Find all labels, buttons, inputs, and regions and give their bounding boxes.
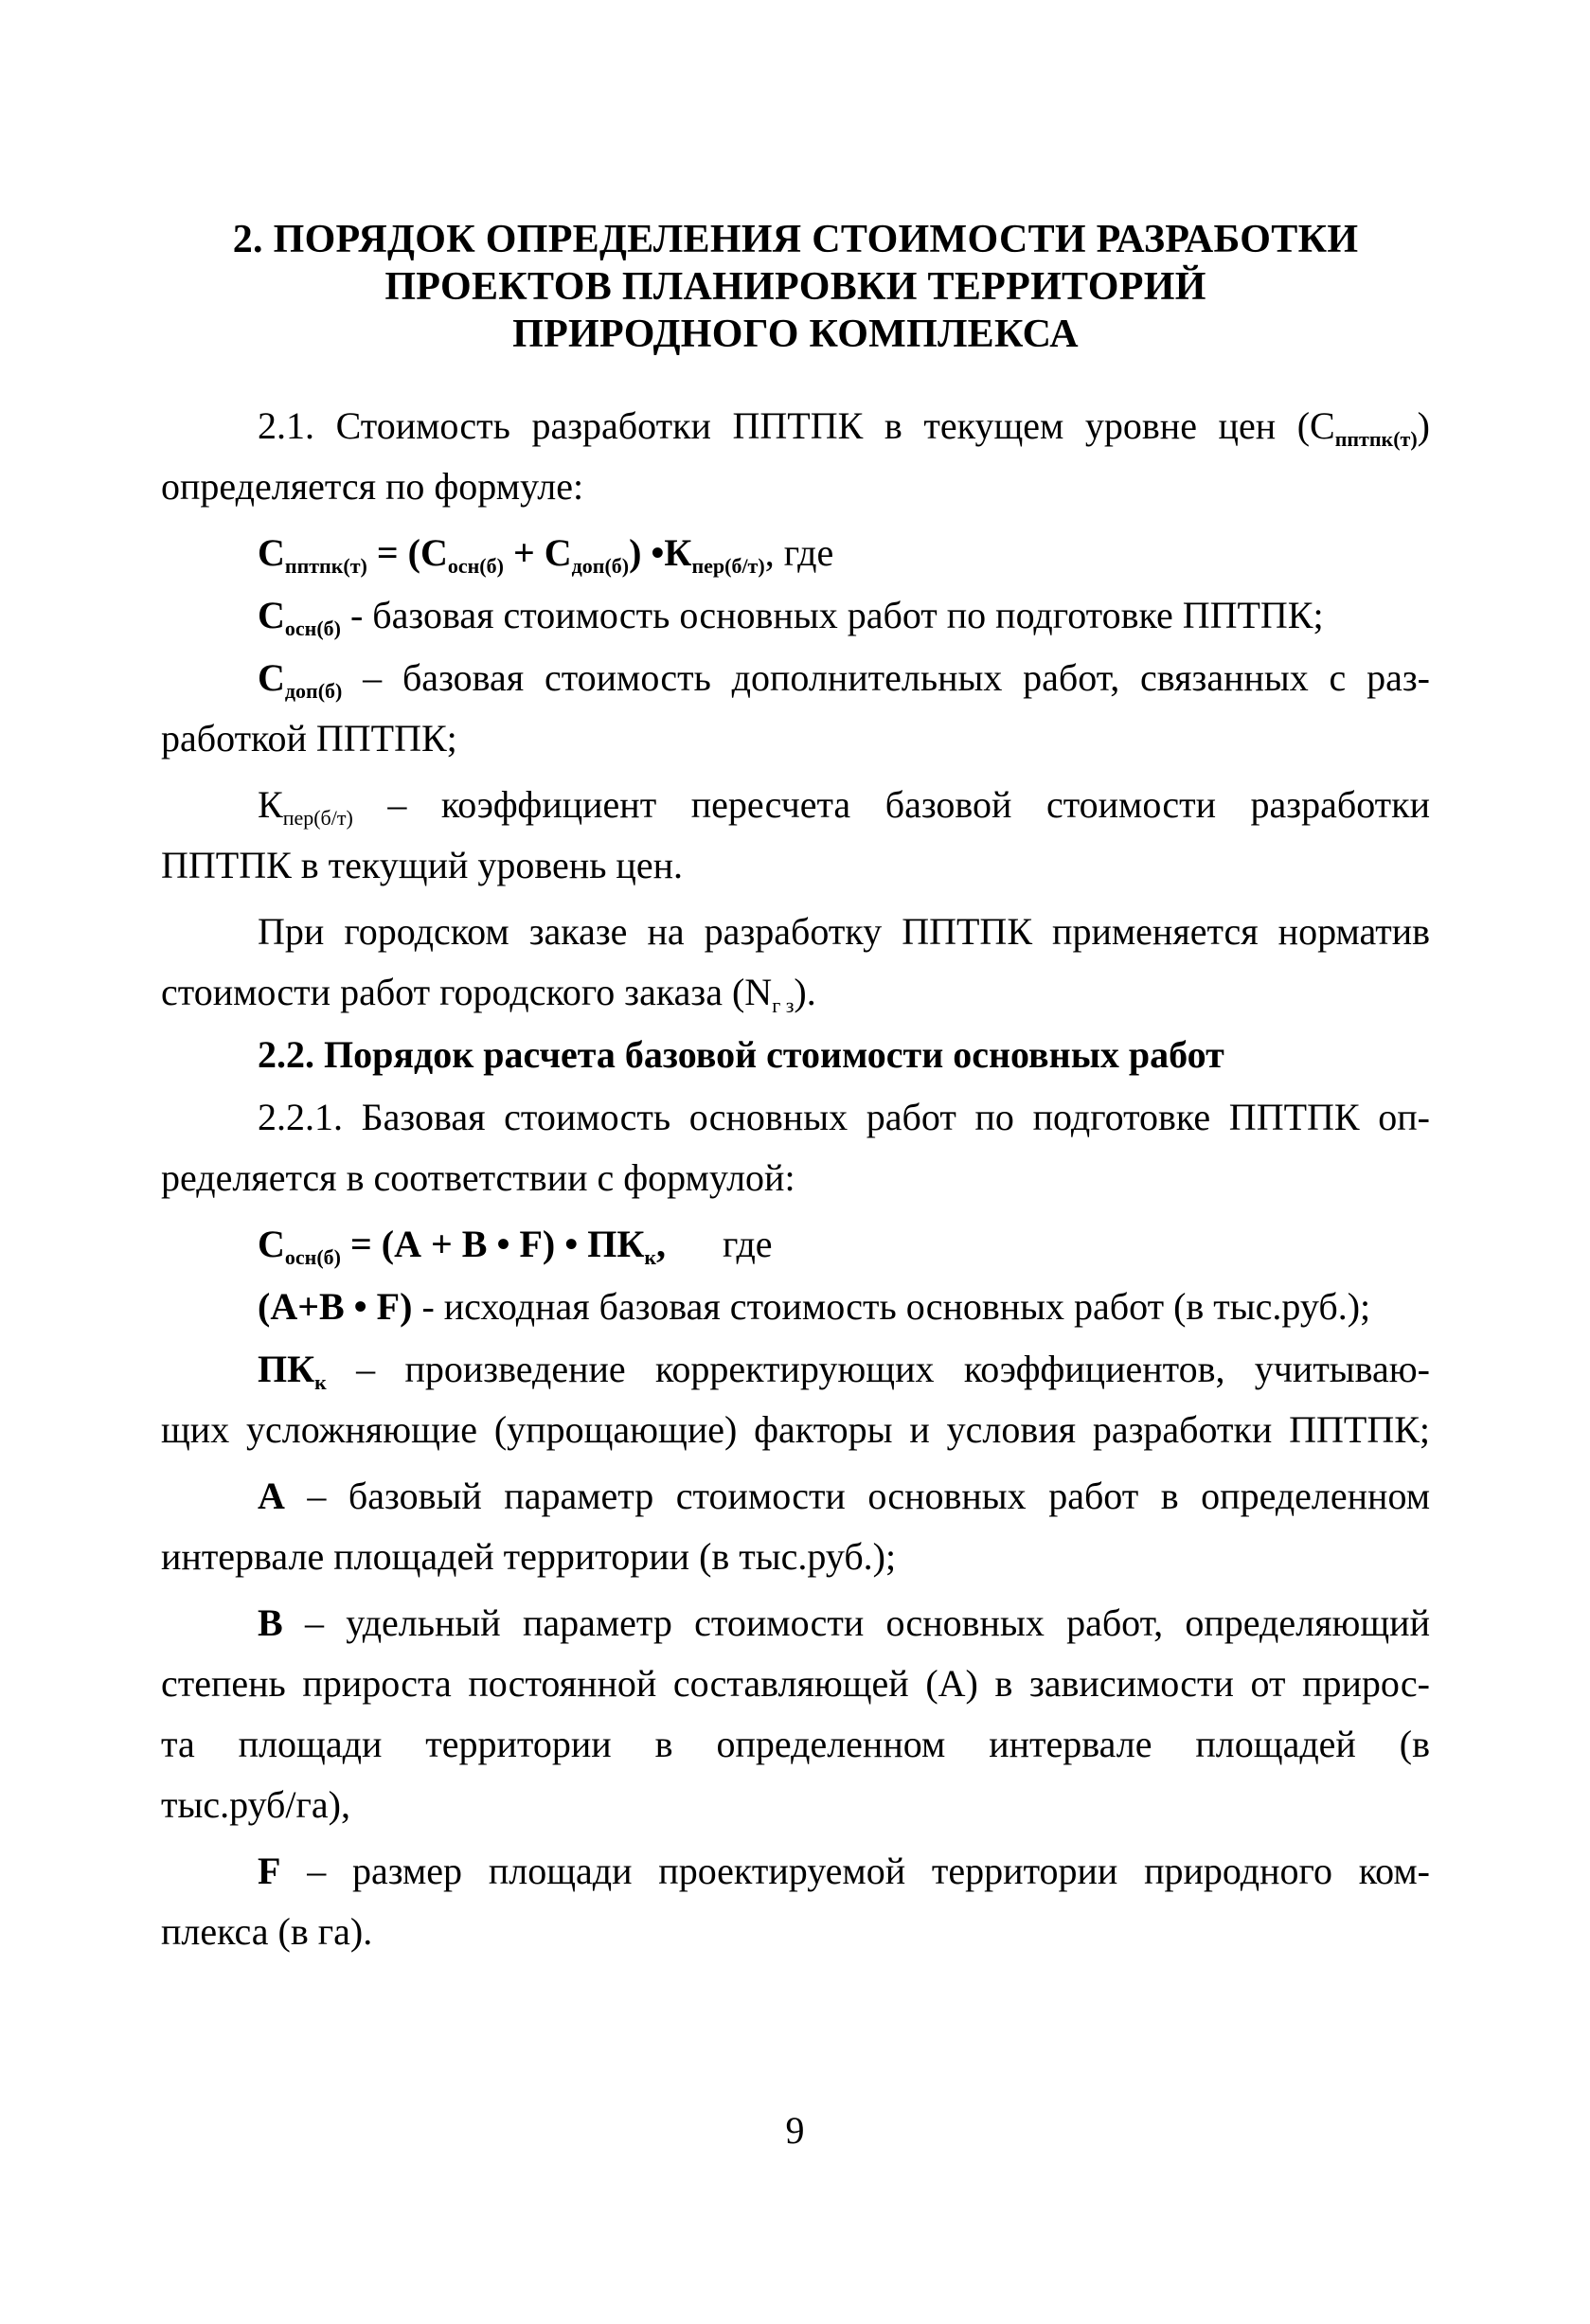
paragraph-2-1-line-2: определяется по формуле:	[161, 465, 584, 508]
formula-text: ,	[656, 1223, 667, 1265]
definition-k-per-line-2: ППТПК в текущий уровень цен.	[161, 844, 683, 886]
formula-symbol: С	[258, 1223, 285, 1265]
definition-text: – коэффициент пересчета базовой стоимости разработки	[352, 783, 1430, 826]
subscript: осн(б)	[447, 554, 504, 578]
definition-initial-cost	[258, 1284, 1370, 1330]
definition-b-line-1	[258, 1600, 1430, 1646]
definition-text: – размер площади проектируемой территории природного ком-	[280, 1850, 1430, 1892]
paragraph-2-2-1-line-2: ределяется в соответствии с формулой:	[161, 1156, 795, 1199]
subscript: пптпк(т)	[1334, 427, 1418, 451]
paragraph-2-1-line-1	[258, 403, 1430, 449]
formula-where: , где	[764, 531, 834, 574]
subscript: пптпк(т)	[284, 554, 367, 578]
paragraph-text: )	[1417, 404, 1430, 447]
subscript: г з	[772, 993, 795, 1017]
formula-text: ) •К	[629, 531, 692, 574]
definition-text: – произведение корректирующих коэффициентов, учитываю-	[326, 1348, 1430, 1390]
subscript: доп(б)	[284, 679, 343, 703]
definition-c-dop-line-2: работкой ППТПК;	[161, 717, 457, 760]
page-number: 9	[785, 2109, 805, 2152]
definition-b-line-2: степень прироста постоянной составляющей (А) в зависимости от прирос-	[161, 1662, 1430, 1705]
subscript: пер(б/т)	[691, 554, 765, 578]
subscript: к	[644, 1245, 657, 1269]
definition-b-line-4: тыс.руб/га),	[161, 1783, 350, 1826]
definition-symbol: С	[258, 656, 285, 699]
definition-text: – удельный параметр стоимости основных работ, определяющий	[282, 1601, 1430, 1644]
definition-symbol: ПК	[258, 1348, 315, 1390]
formula-cost-total	[258, 530, 833, 576]
subscript: пер(б/т)	[282, 806, 353, 830]
paragraph-text: ).	[794, 971, 816, 1013]
definition-c-osn	[258, 593, 1324, 638]
definition-symbol: К	[258, 783, 283, 826]
definition-symbol: С	[258, 594, 285, 636]
definition-pk-line-2: щих усложняющие (упрощающие) факторы и условия разработки ППТПК;	[161, 1408, 1430, 1451]
paragraph-text: 2.1. Стоимость разработки ППТПК в текущем уровне цен (С	[258, 404, 1335, 447]
subscript: осн(б)	[284, 617, 341, 640]
formula-cost-basic	[258, 1222, 773, 1267]
definition-c-dop-line-1	[258, 655, 1430, 701]
definition-symbol: А	[258, 1475, 285, 1517]
page-title	[161, 216, 1430, 358]
formula-text: + С	[503, 531, 572, 574]
definition-b-line-3: та площади территории в определенном интервале площадей (в	[161, 1723, 1430, 1765]
paragraph-city-order-line-2	[161, 970, 816, 1015]
subscript: осн(б)	[284, 1245, 341, 1269]
definition-symbol: В	[258, 1601, 283, 1644]
paragraph-city-order-line-1: При городском заказе на разработку ППТПК применяется норматив	[258, 910, 1430, 953]
definition-k-per-line-1	[258, 782, 1430, 828]
definition-text: - базовая стоимость основных работ по подготовке ППТПК;	[340, 594, 1324, 636]
definition-symbol: F	[258, 1850, 281, 1892]
definition-text: – базовый параметр стоимости основных работ в определенном	[284, 1475, 1430, 1517]
section-heading-2-2: 2.2. Порядок расчета базовой стоимости основных работ	[258, 1033, 1224, 1076]
paragraph-2-2-1-line-1: 2.2.1. Базовая стоимость основных работ по подготовке ППТПК оп-	[258, 1096, 1430, 1138]
subscript: к	[314, 1370, 327, 1394]
definition-symbol: (А+В • F)	[258, 1285, 413, 1328]
definition-pk-line-1	[258, 1347, 1430, 1392]
definition-f-line-2: плекса (в га).	[161, 1910, 373, 1953]
formula-where: где	[723, 1223, 773, 1265]
definition-f-line-1	[258, 1849, 1430, 1894]
definition-text: - исходная базовая стоимость основных работ (в тыс.руб.);	[412, 1285, 1371, 1328]
definition-a-line-2: интервале площадей территории (в тыс.руб.);	[161, 1535, 897, 1578]
formula-symbol: С	[258, 531, 285, 574]
definition-a-line-1	[258, 1474, 1430, 1519]
title-line-3: ПРИРОДНОГО КОМПЛЕКСА	[512, 313, 1079, 356]
title-line-2: ПРОЕКТОВ ПЛАНИРОВКИ ТЕРРИТОРИЙ	[384, 265, 1206, 309]
subscript: доп(б)	[571, 554, 630, 578]
title-line-1: 2. ПОРЯДОК ОПРЕДЕЛЕНИЯ СТОИМОСТИ РАЗРАБОТКИ	[232, 218, 1359, 261]
definition-text: – базовая стоимость дополнительных работ, связанных с раз-	[342, 656, 1430, 699]
formula-text: = (А + В • F) • ПК	[340, 1223, 645, 1265]
formula-text: = (С	[366, 531, 448, 574]
paragraph-text: стоимости работ городского заказа (N	[161, 971, 773, 1013]
